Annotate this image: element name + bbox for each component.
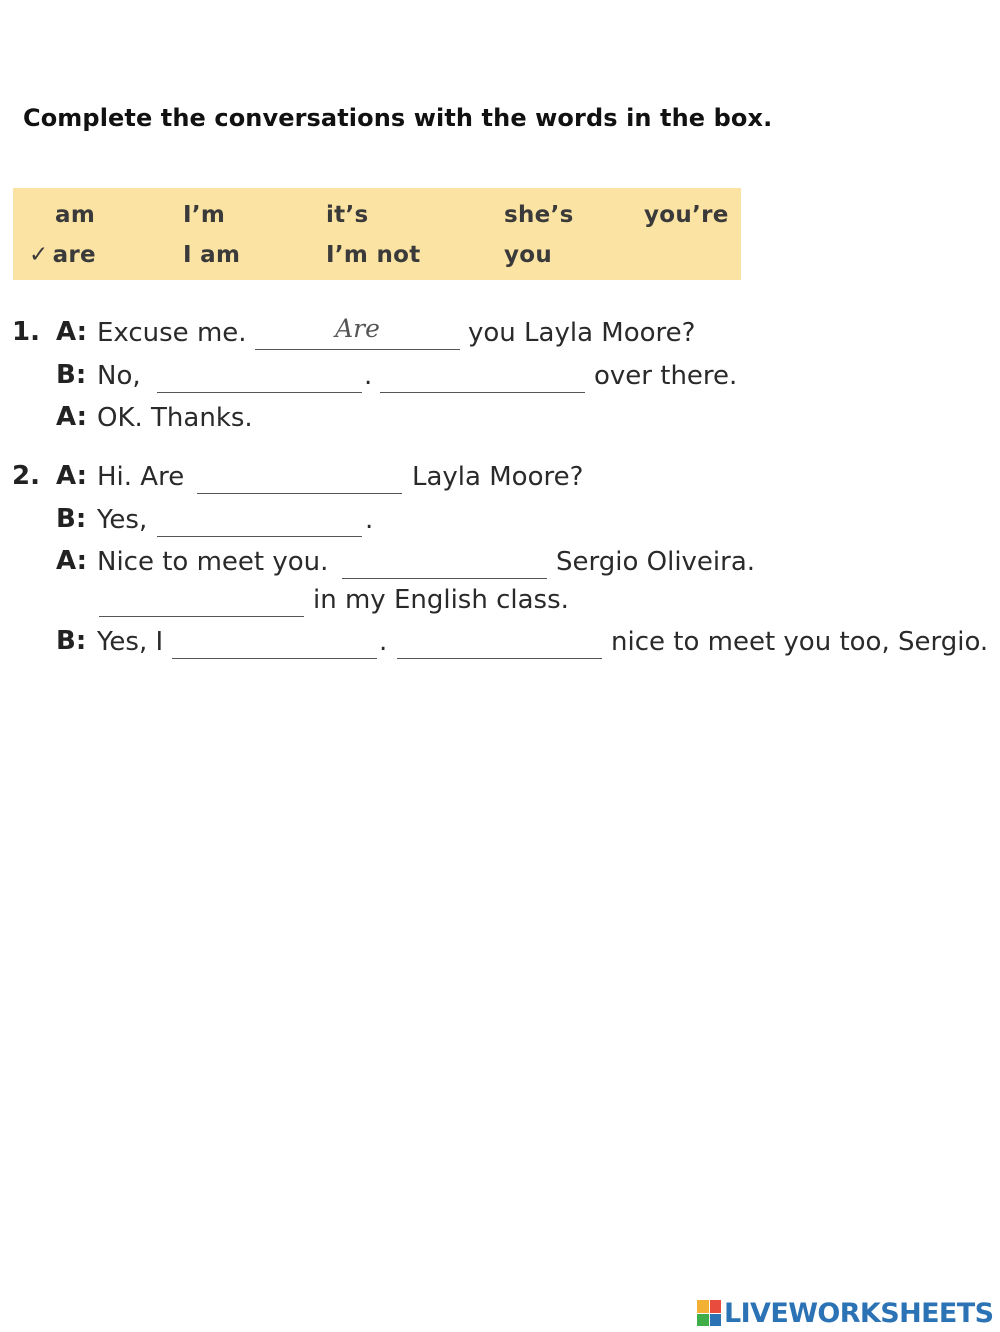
check-mark-icon: ✓ <box>29 242 49 268</box>
logo-square-1 <box>697 1300 709 1313</box>
c1-l3-text: OK. Thanks. <box>97 403 253 433</box>
conversation-1-number: 1. <box>12 317 40 347</box>
c2-l5-speaker: B: <box>56 626 87 656</box>
instructions-heading: Complete the conversations with the words in the box. <box>23 104 773 132</box>
c2-l5-blank-2[interactable] <box>397 626 602 659</box>
c2-l3-speaker: A: <box>56 546 88 576</box>
c2-l4-post: in my English class. <box>313 585 569 615</box>
conversation-2-number: 2. <box>12 461 40 491</box>
c2-l1-post: Layla Moore? <box>412 462 584 492</box>
word-its: it’s <box>326 202 369 228</box>
c1-l1-pre: Excuse me. <box>97 318 247 348</box>
c1-l2-mid: . <box>364 361 373 391</box>
c1-l2-speaker: B: <box>56 360 87 390</box>
c1-l3-speaker: A: <box>56 402 88 432</box>
c2-l1-speaker: A: <box>56 461 88 491</box>
logo-square-3 <box>697 1314 709 1327</box>
c2-l2-pre: Yes, <box>97 505 148 535</box>
word-im-not: I’m not <box>326 242 421 268</box>
word-are-label: are <box>52 242 96 268</box>
c2-l2-blank[interactable] <box>157 504 362 537</box>
c2-l5-mid: . <box>379 627 388 657</box>
c2-l5-blank-1[interactable] <box>172 626 377 659</box>
c2-l3-blank[interactable] <box>342 546 547 579</box>
c2-l2-speaker: B: <box>56 504 87 534</box>
c2-l1-pre: Hi. Are <box>97 462 185 492</box>
c2-l2-post: . <box>365 505 374 535</box>
c2-l4-blank[interactable] <box>99 584 304 617</box>
c1-l2-pre: No, <box>97 361 141 391</box>
c1-l1-post: you Layla Moore? <box>468 318 696 348</box>
c2-l5-post: nice to meet you too, Sergio. <box>611 627 989 657</box>
liveworksheets-logo-text: LIVEWORKSHEETS <box>724 1297 994 1329</box>
c2-l1-blank[interactable] <box>197 461 402 494</box>
word-box <box>13 188 741 280</box>
c2-l5-pre: Yes, I <box>97 627 164 657</box>
word-im: I’m <box>183 202 226 228</box>
liveworksheets-logo[interactable] <box>697 1296 993 1330</box>
c1-l1-speaker: A: <box>56 317 88 347</box>
c2-l3-post: Sergio Oliveira. <box>556 547 756 577</box>
c2-l3-pre: Nice to meet you. <box>97 547 329 577</box>
word-are <box>29 242 96 268</box>
word-you: you <box>504 242 553 268</box>
c1-l2-post: over there. <box>594 361 738 391</box>
c1-l2-blank-2[interactable] <box>380 360 585 393</box>
word-shes: she’s <box>504 202 574 228</box>
logo-square-2 <box>710 1300 722 1313</box>
c1-l1-answer: Are <box>335 314 380 343</box>
word-am: am <box>55 202 96 228</box>
c1-l1-blank[interactable] <box>255 314 460 350</box>
word-i-am: I am <box>183 242 241 268</box>
word-youre: you’re <box>644 202 729 228</box>
c1-l2-blank-1[interactable] <box>157 360 362 393</box>
liveworksheets-logo-icon <box>697 1300 721 1326</box>
logo-square-4 <box>710 1314 722 1327</box>
